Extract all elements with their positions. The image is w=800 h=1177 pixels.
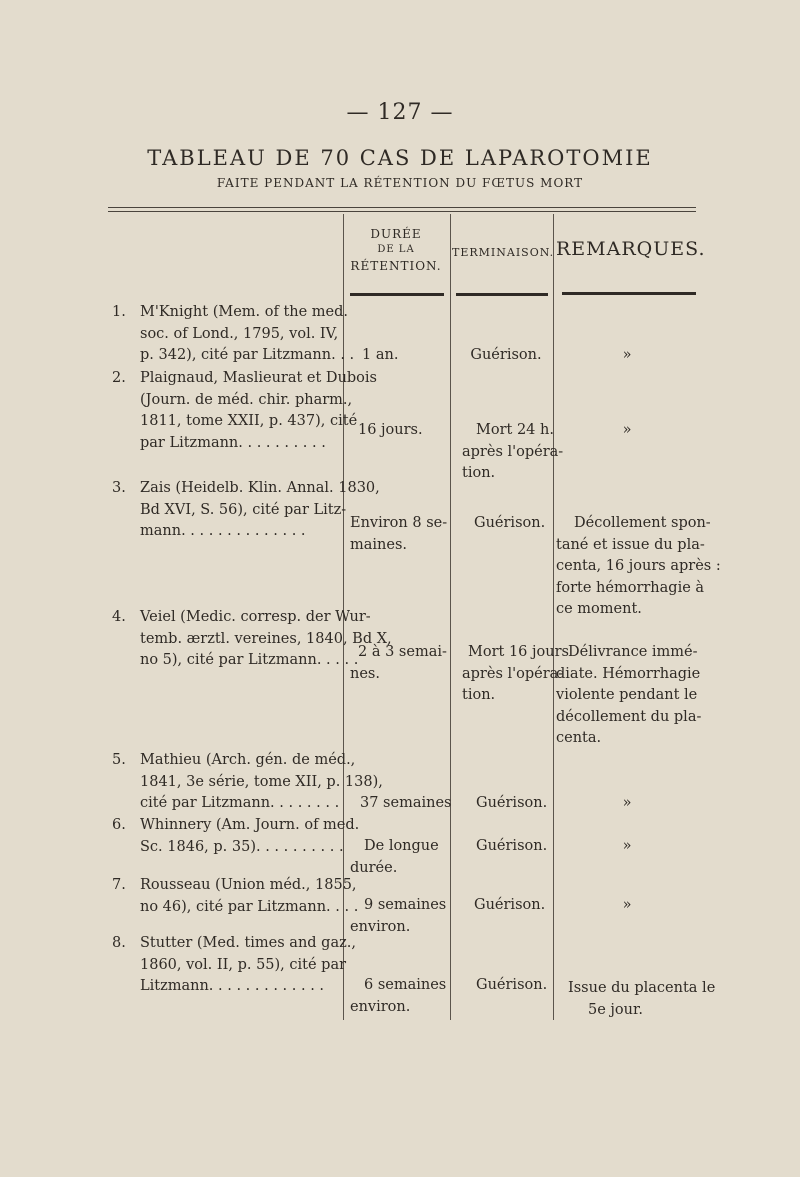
outcome-cell: Guérison. [476, 795, 548, 811]
case-line: cité par Litzmann. . . . . . . . [140, 795, 340, 811]
remarks-cell: Décollement spon- tané et issue du pla- centa, 16 jours après : forte hémorrhagie à ce moment. [556, 515, 721, 617]
case-line: p. 342), cité par Litzmann. . . [140, 347, 355, 363]
header-duration-line: DURÉE [370, 227, 422, 241]
remarks-cell: Délivrance immé- diate. Hémorrhagie violente pendant le décollement du pla- centa. [556, 644, 702, 746]
duration-cell: Environ 8 se- maines. [350, 515, 448, 553]
outcome-cell: Guérison. [474, 897, 546, 913]
header-underline [456, 293, 548, 296]
case-reference [140, 815, 360, 858]
case-line: temb. ærztl. vereines, 1840, Bd X, [140, 630, 392, 647]
outcome-cell: Guérison. [474, 515, 546, 531]
top-rule [108, 207, 696, 208]
case-line: Stutter (Med. times and gaz., [140, 935, 356, 951]
duration-cell: 6 semaines environ. [350, 977, 447, 1015]
case-line: M'Knight (Mem. of the med. [140, 304, 349, 320]
remarks-cell: » [622, 422, 632, 438]
duration-cell: 16 jours. [358, 422, 423, 438]
header-remarks: REMARQUES. [556, 238, 706, 260]
remarks-cell: » [622, 347, 632, 363]
case-line: Veiel (Medic. corresp. der Wur- [140, 609, 371, 625]
outcome-cell: Mort 16 jours après l'opéra- tion. [462, 644, 569, 703]
case-line: Litzmann. . . . . . . . . . . . . [140, 978, 325, 994]
outcome-cell: Mort 24 h. après l'opéra- tion. [462, 422, 564, 481]
case-line: Zais (Heidelb. Klin. Annal. 1830, [140, 480, 380, 496]
header-outcome: TERMINAISON. [452, 246, 555, 259]
outcome-cell: Guérison. [476, 838, 548, 854]
remarks-cell: Issue du placenta le 5e jour. [568, 980, 716, 1018]
duration-cell: 37 semaines [360, 795, 452, 811]
header-duration-line: DE LA [377, 244, 415, 255]
case-reference [140, 933, 356, 998]
remarks-cell: » [622, 838, 632, 854]
outcome-cell: Guérison. [476, 977, 548, 993]
case-line: Sc. 1846, p. 35). . . . . . . . . . [140, 838, 344, 855]
remarks-cell: » [622, 795, 632, 811]
row-number: 3. [112, 480, 126, 496]
case-line: soc. of Lond., 1795, vol. IV, [140, 325, 339, 342]
row-number: 8. [112, 935, 126, 951]
column-divider-2 [450, 214, 451, 1020]
remarks-cell: » [622, 897, 632, 913]
case-reference [140, 368, 377, 454]
case-line: no 5), cité par Litzmann. . . . . [140, 652, 359, 668]
outcome-cell: Guérison. [470, 347, 542, 363]
duration-cell: 9 semaines environ. [350, 897, 447, 935]
case-line: Mathieu (Arch. gén. de méd., [140, 752, 356, 768]
case-line: Plaignaud, Maslieurat et Dubois [140, 370, 377, 386]
table-subtitle: FAITE PENDANT LA RÉTENTION DU FŒTUS MORT [216, 176, 584, 190]
case-line: Bd XVI, S. 56), cité par Litz- [140, 501, 347, 518]
header-underline [562, 292, 696, 295]
row-number: 2. [112, 370, 126, 386]
case-line: no 46), cité par Litzmann. . . . [140, 898, 359, 915]
header-duration-line: RÉTENTION. [350, 259, 442, 273]
case-line: (Journ. de méd. chir. pharm., [140, 391, 353, 408]
case-line: Rousseau (Union méd., 1855, [140, 877, 357, 893]
case-line: 1860, vol. II, p. 55), cité par [140, 956, 347, 973]
case-line: 1811, tome XXII, p. 437), cité [140, 413, 358, 429]
duration-cell: 2 à 3 semai- nes. [350, 644, 447, 682]
case-line: mann. . . . . . . . . . . . . . [140, 523, 306, 539]
case-reference [140, 750, 383, 815]
case-line: par Litzmann. . . . . . . . . . [140, 434, 326, 451]
case-reference [140, 478, 380, 543]
case-reference [140, 875, 359, 918]
case-line: 1841, 3e série, tome XII, p. 138), [140, 773, 383, 790]
case-reference [140, 302, 355, 367]
duration-cell: De longue durée. [350, 838, 439, 876]
case-reference [140, 607, 392, 672]
header-duration [344, 226, 448, 274]
duration-cell: 1 an. [362, 347, 399, 363]
row-number: 4. [112, 609, 126, 625]
row-number: 7. [112, 877, 126, 893]
row-number: 5. [112, 752, 126, 768]
top-rule-2 [108, 211, 696, 212]
page-number: — 127 — [346, 100, 454, 125]
column-divider-3 [553, 214, 554, 1020]
row-number: 1. [112, 304, 126, 320]
header-underline [350, 293, 444, 296]
table-title: TABLEAU DE 70 CAS DE LAPAROTOMIE [147, 146, 653, 170]
row-number: 6. [112, 817, 126, 833]
case-line: Whinnery (Am. Journ. of med. [140, 817, 360, 833]
